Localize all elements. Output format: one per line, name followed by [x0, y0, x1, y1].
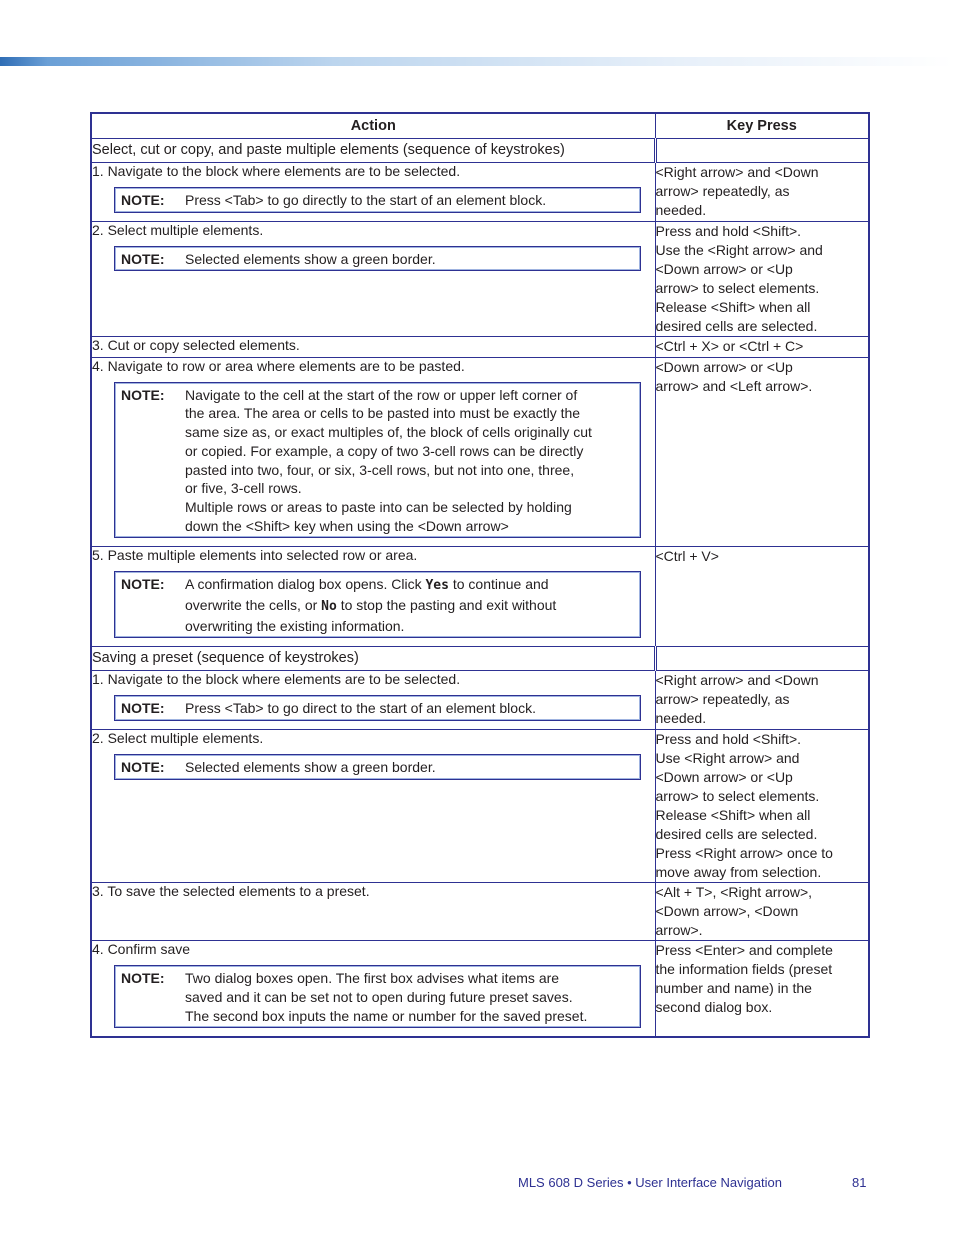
key-line: <Down arrow> or <Up	[655, 769, 793, 786]
key-line: Press <Enter> and complete	[655, 942, 833, 959]
key-line: Use the <Right arrow> and	[655, 241, 823, 258]
note-box	[114, 965, 641, 1028]
table-row	[91, 671, 869, 730]
step-text: 2. Select multiple elements.	[92, 730, 264, 747]
action-cell	[91, 883, 655, 941]
page-number: 81	[852, 1175, 867, 1190]
key-line: arrow> repeatedly, as	[655, 183, 790, 199]
section-title: Saving a preset (sequence of keystrokes)	[91, 647, 655, 671]
note-box	[114, 382, 641, 539]
header-gradient-bar	[0, 57, 954, 66]
header-action: Action	[91, 113, 655, 139]
key-line: <Right arrow> and <Down	[655, 164, 819, 180]
keystroke-table	[90, 112, 870, 1038]
step-text: 3. To save the selected elements to a preset.	[92, 883, 370, 900]
note-box	[114, 695, 641, 721]
keyword-yes: Yes	[425, 578, 449, 594]
key-line: Press <Right arrow> once to	[655, 845, 833, 862]
table-row	[91, 547, 869, 647]
action-cell	[91, 357, 655, 547]
note-label: NOTE:	[121, 250, 165, 267]
key-cell	[655, 547, 869, 647]
key-line: <Down arrow> or <Up	[655, 358, 793, 375]
key-cell	[655, 221, 869, 336]
note-box	[114, 571, 641, 638]
key-cell	[655, 883, 869, 941]
note-text: Navigate to the cell at the start of the row or upper left corner of the area. The area or cells to be pasted into must be exactly the same size as, or exact multiples of, the block of cells originally cut or copied. For example, a copy of two 3-cell rows can be directly pasted into two, four, or six, 3-cell rows, but not into one, three, or five, 3-cell rows. Multiple rows or areas to paste into can be selected by holding down the <Shift> key when using the <Down arrow>	[185, 386, 592, 534]
key-cell	[655, 730, 869, 883]
key-cell	[655, 163, 869, 222]
action-cell	[91, 221, 655, 336]
key-line: arrow> repeatedly, as	[655, 691, 790, 708]
step-text: 2. Select multiple elements.	[92, 221, 264, 238]
table-row	[91, 336, 869, 357]
key-line: arrow> to select elements.	[655, 279, 820, 296]
key-line: the information fields (preset	[655, 961, 833, 978]
key-line: Release <Shift> when all	[655, 298, 811, 315]
note-box	[114, 187, 641, 213]
section-row	[91, 647, 869, 671]
key-line: <Down arrow> or <Up	[655, 260, 793, 277]
section-title: Select, cut or copy, and paste multiple elements (sequence of keystrokes)	[91, 139, 655, 163]
keyword-no: No	[321, 599, 337, 615]
key-line: arrow> to select elements.	[655, 788, 820, 805]
step-text: 4. Navigate to row or area where elements are to be pasted.	[92, 357, 465, 374]
step-text: 1. Navigate to the block where elements are to be selected.	[92, 163, 461, 179]
key-line: <Ctrl + V>	[655, 548, 719, 565]
section-row	[91, 139, 869, 163]
key-line: Use <Right arrow> and	[655, 750, 800, 767]
note-label: NOTE:	[121, 192, 165, 208]
key-line: Press and hold <Shift>.	[655, 731, 802, 748]
note-label: NOTE:	[121, 970, 165, 987]
key-line: <Down arrow>, <Down	[655, 903, 799, 920]
table-row	[91, 357, 869, 547]
table-row	[91, 941, 869, 1038]
key-line: needed.	[655, 202, 707, 218]
table-row	[91, 730, 869, 883]
key-line: Release <Shift> when all	[655, 807, 811, 824]
key-cell	[655, 336, 869, 357]
note-label: NOTE:	[121, 576, 165, 593]
step-text: 4. Confirm save	[92, 941, 191, 958]
key-line: needed.	[655, 710, 707, 727]
note-label: NOTE:	[121, 700, 165, 717]
note-label: NOTE:	[121, 386, 165, 403]
key-line: desired cells are selected.	[655, 826, 818, 843]
section-key-empty	[655, 647, 869, 671]
note-box	[114, 754, 641, 780]
key-line: arrow> and <Left arrow>.	[655, 377, 813, 394]
footer-title: MLS 608 D Series • User Interface Navigation	[518, 1175, 782, 1190]
action-cell	[91, 547, 655, 647]
note-text: Selected elements show a green border.	[185, 759, 436, 776]
key-line: number and name) in the	[655, 980, 812, 997]
table-row	[91, 163, 869, 222]
key-line: move away from selection.	[655, 864, 822, 881]
note-text: Press <Tab> to go direct to the start of an element block.	[185, 700, 536, 717]
step-text: 5. Paste multiple elements into selected row or area.	[92, 547, 418, 564]
action-cell	[91, 941, 655, 1038]
key-line: second dialog box.	[655, 999, 773, 1016]
table-row	[91, 883, 869, 941]
key-cell	[655, 357, 869, 547]
note-box	[114, 246, 641, 272]
note-text: A confirmation dialog box opens. Click Yes to continue and overwrite the cells, or No to stop the pasting and exit without overwriting the existing information.	[185, 576, 557, 634]
action-cell	[91, 336, 655, 357]
step-text: 1. Navigate to the block where elements are to be selected.	[92, 671, 461, 688]
key-line: arrow>.	[655, 922, 703, 939]
action-cell	[91, 671, 655, 730]
step-text: 3. Cut or copy selected elements.	[92, 336, 300, 353]
action-cell	[91, 730, 655, 883]
note-label: NOTE:	[121, 759, 165, 776]
key-line: Press and hold <Shift>.	[655, 222, 802, 239]
table-row	[91, 221, 869, 336]
section-key-empty	[655, 139, 869, 163]
key-line: <Right arrow> and <Down	[655, 672, 819, 689]
action-cell	[91, 163, 655, 222]
header-key-press: Key Press	[655, 113, 869, 139]
key-cell	[655, 941, 869, 1038]
table-header-row	[91, 113, 869, 139]
note-text: Selected elements show a green border.	[185, 250, 436, 267]
key-line: <Alt + T>, <Right arrow>,	[655, 884, 813, 901]
key-line: <Ctrl + X> or <Ctrl + C>	[655, 337, 804, 354]
note-text: Press <Tab> to go directly to the start of an element block.	[185, 192, 547, 208]
key-cell	[655, 671, 869, 730]
note-text: Two dialog boxes open. The first box advises what items are saved and it can be set not to open during future preset saves. The second box inputs the name or number for the saved preset.	[185, 970, 588, 1024]
key-line: desired cells are selected.	[655, 317, 818, 334]
